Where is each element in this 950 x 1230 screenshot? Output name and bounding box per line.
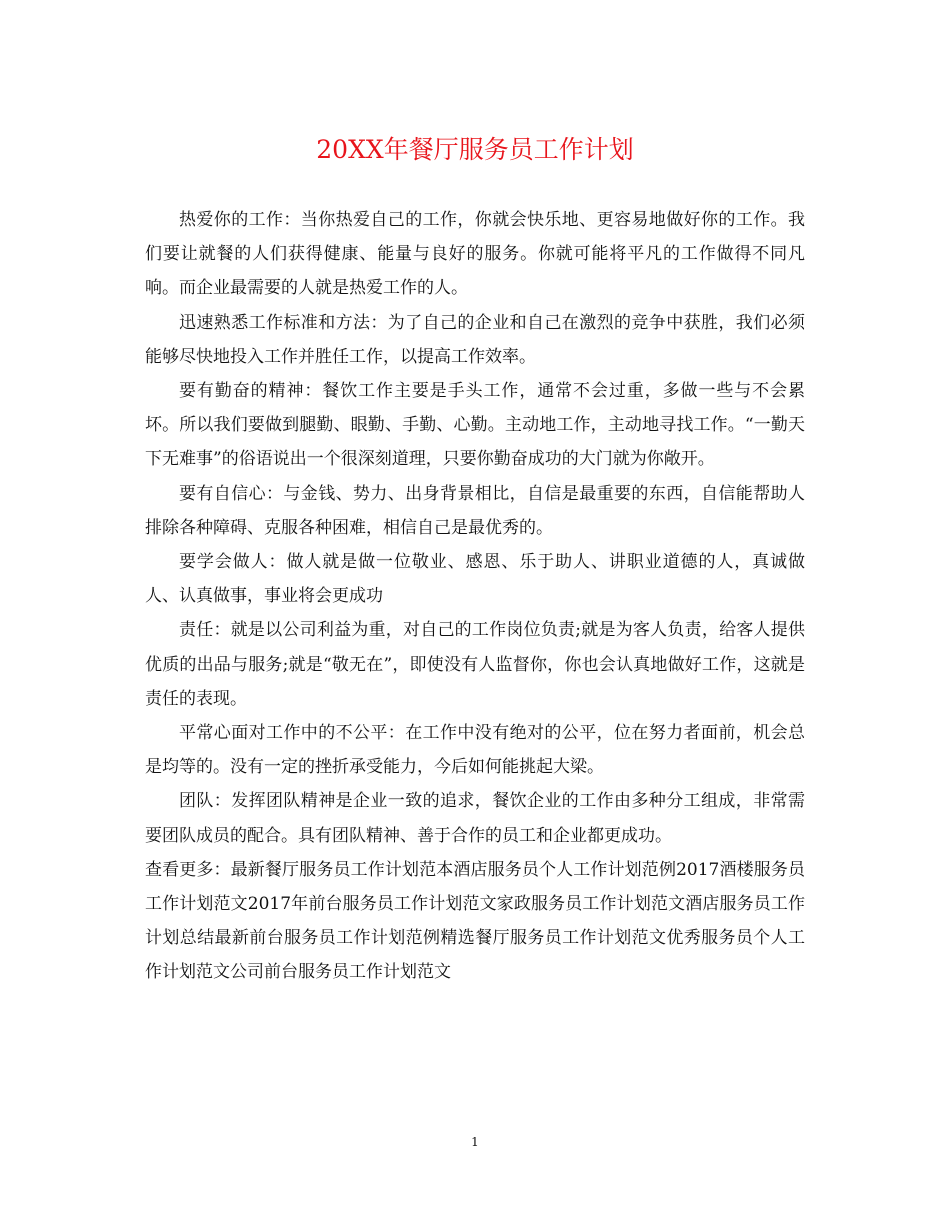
document-title: 20XX年餐厅服务员工作计划 [316, 135, 634, 164]
paragraph-fairness: 平常心面对工作中的不公平：在工作中没有绝对的公平，位在努力者面前，机会总是均等的。没有一定的挫折承受能力，今后如何能挑起大梁。 [145, 723, 805, 778]
paragraph-diligence: 要有勤奋的精神：餐饮工作主要是手头工作，通常不会过重，多做一些与不会累坏。所以我们要做到腿勤、眼勤、手勤、心勤。主动地工作，主动地寻找工作。“一勤天下无难事”的俗语说出一个很深刻道理，只要你勤奋成功的大门就为你敞开。 [145, 381, 805, 470]
paragraph-confidence: 要有自信心：与金钱、势力、出身背景相比，自信是最重要的东西，自信能帮助人排除各种障碍、克服各种困难，相信自己是最优秀的。 [145, 483, 805, 538]
paragraph-teamwork: 团队：发挥团队精神是企业一致的追求，餐饮企业的工作由多种分工组成，非常需要团队成员的配合。具有团队精神、善于合作的员工和企业都更成功。 [145, 791, 805, 846]
paragraph-responsibility: 责任：就是以公司利益为重，对自己的工作岗位负责;就是为客人负责，给客人提供优质的出品与服务;就是“敬无在”，即使没有人监督你，你也会认真地做好工作，这就是责任的表现。 [145, 620, 805, 709]
page-number: 1 [471, 1135, 479, 1149]
paragraph-standards: 迅速熟悉工作标准和方法：为了自己的企业和自己在激烈的竞争中获胜，我们必须能够尽快地投入工作并胜任工作，以提高工作效率。 [145, 312, 805, 367]
paragraph-conduct: 要学会做人：做人就是做一位敬业、感恩、乐于助人、讲职业道德的人，真诚做人、认真做事，事业将会更成功 [145, 552, 805, 607]
document-body [145, 203, 805, 990]
see-more-links[interactable]: 查看更多：最新餐厅服务员工作计划范本酒店服务员个人工作计划范例2017酒楼服务员工作计划范文2017年前台服务员工作计划范文家政服务员工作计划范文酒店服务员工作计划总结最新前台服务员工作计划范例精选餐厅服务员工作计划范文优秀服务员个人工作计划范文公司前台服务员工作计划范文 [145, 859, 805, 983]
paragraph-love-work: 热爱你的工作：当你热爱自己的工作，你就会快乐地、更容易地做好你的工作。我们要让就餐的人们获得健康、能量与良好的服务。你就可能将平凡的工作做得不同凡响。而企业最需要的人就是热爱工作的人。 [145, 210, 805, 299]
